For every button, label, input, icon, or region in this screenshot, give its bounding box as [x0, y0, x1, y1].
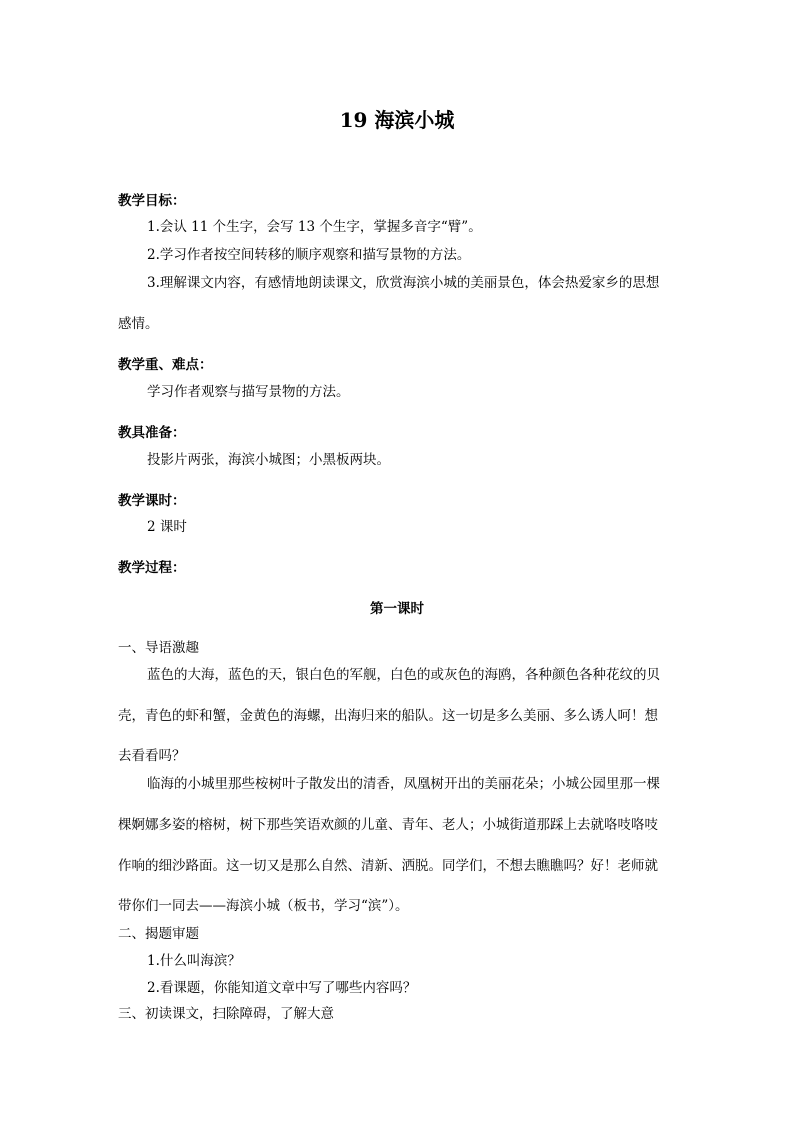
class-hours-heading: 教学课时： [118, 493, 186, 509]
section-1-heading: 一、导语激趣 [118, 640, 199, 656]
section-1-paragraph-2-line-2: 棵婀娜多姿的榕树，树下那些笑语欢颜的儿童、青年、老人；小城街道那踩上去就咯吱咯吱 [118, 817, 658, 833]
section-1-paragraph-1-line-1: 蓝色的大海，蓝色的天，银白色的军舰，白色的或灰色的海鸥，各种颜色各种花纹的贝 [147, 667, 660, 683]
teaching-tools-heading: 教具准备： [118, 425, 186, 441]
key-points-heading: 教学重、难点： [118, 357, 213, 373]
section-3-heading: 三、初读课文，扫除障碍，了解大意 [118, 1006, 334, 1022]
section-1-paragraph-2-line-3: 作响的细沙路面。这一切又是那么自然、清新、洒脱。同学们，不想去瞧瞧吗？好！老师就 [118, 858, 658, 874]
key-points-text: 学习作者观察与描写景物的方法。 [147, 384, 350, 400]
page-title: 19 海滨小城 [339, 108, 455, 132]
goal-item-3-line-1: 3.理解课文内容，有感情地朗读课文，欣赏海滨小城的美丽景色，体会热爱家乡的思想 [147, 275, 660, 291]
section-1-paragraph-2-line-1: 临海的小城里那些桉树叶子散发出的清香，凤凰树开出的美丽花朵；小城公园里那一棵 [147, 776, 660, 792]
goal-item-3-line-2: 感情。 [118, 316, 159, 332]
goals-heading: 教学目标： [118, 193, 186, 209]
goal-item-2: 2.学习作者按空间转移的顺序观察和描写景物的方法。 [147, 247, 471, 263]
section-2-heading: 二、揭题审题 [118, 926, 199, 942]
section-1-paragraph-1-line-2: 壳，青色的虾和蟹，金黄色的海螺，出海归来的船队。这一切是多么美丽、多么诱人呵！想 [118, 708, 658, 724]
class-hours-text: 2 课时 [147, 519, 187, 535]
section-2-item-1: 1.什么叫海滨？ [147, 953, 241, 969]
section-1-paragraph-1-line-3: 去看看吗？ [118, 748, 186, 764]
section-2-item-2: 2.看课题，你能知道文章中写了哪些内容吗？ [147, 980, 417, 996]
teaching-tools-text: 投影片两张，海滨小城图；小黑板两块。 [147, 452, 390, 468]
goal-item-1: 1.会认 11 个生字，会写 13 个生字，掌握多音字“臂”。 [147, 219, 482, 235]
lesson-title: 第一课时 [370, 601, 424, 617]
process-heading: 教学过程： [118, 560, 186, 576]
section-1-paragraph-2-line-4: 带你们一同去——海滨小城（板书，学习“滨”）。 [118, 898, 409, 914]
